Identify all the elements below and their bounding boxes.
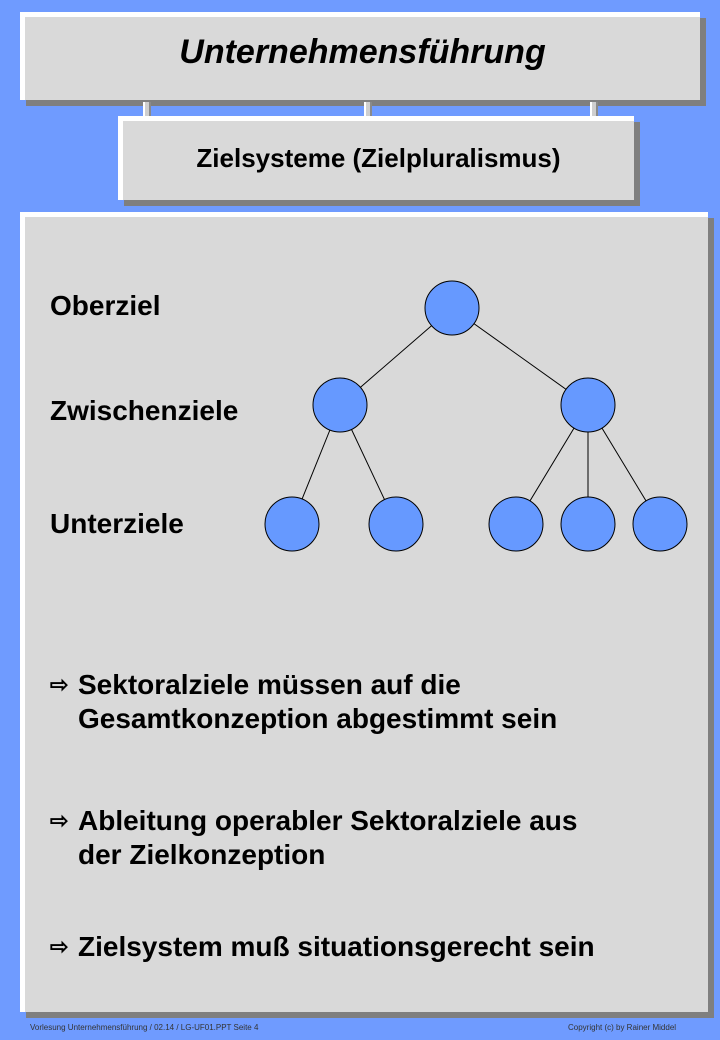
node-unterziel <box>369 497 423 551</box>
node-unterziel <box>633 497 687 551</box>
node-zwischenziel <box>313 378 367 432</box>
footer-left: Vorlesung Unternehmensführung / 02.14 / LG-UF01.PPT Seite 4 <box>30 1023 259 1032</box>
bullet-text-line: Zielsystem muß situationsgerecht sein <box>78 931 595 962</box>
node-unterziel <box>561 497 615 551</box>
node-unterziel <box>265 497 319 551</box>
bullet-item <box>50 804 690 872</box>
arrow-right-icon: ⇨ <box>50 934 69 959</box>
bullet-text-line: Sektoralziele müssen auf die <box>78 669 461 700</box>
label-zwischenziele: Zwischenziele <box>50 395 239 426</box>
label-unterziele: Unterziele <box>50 508 184 539</box>
node-oberziel <box>425 281 479 335</box>
node-unterziel <box>489 497 543 551</box>
bullet-text-line: der Zielkonzeption <box>78 839 326 870</box>
bullet-item <box>50 930 690 964</box>
bullet-text-line: Gesamtkonzeption abgestimmt sein <box>78 703 558 734</box>
arrow-right-icon: ⇨ <box>50 672 69 697</box>
footer-right: Copyright (c) by Rainer Middel <box>568 1023 677 1032</box>
arrow-right-icon: ⇨ <box>50 808 69 833</box>
bullet-text-line: Ableitung operabler Sektoralziele aus <box>78 805 578 836</box>
page-title: Unternehmensführung <box>179 33 546 71</box>
bullet-item <box>50 668 690 736</box>
subtitle: Zielsysteme (Zielpluralismus) <box>196 143 561 173</box>
node-zwischenziel <box>561 378 615 432</box>
label-oberziel: Oberziel <box>50 290 161 321</box>
